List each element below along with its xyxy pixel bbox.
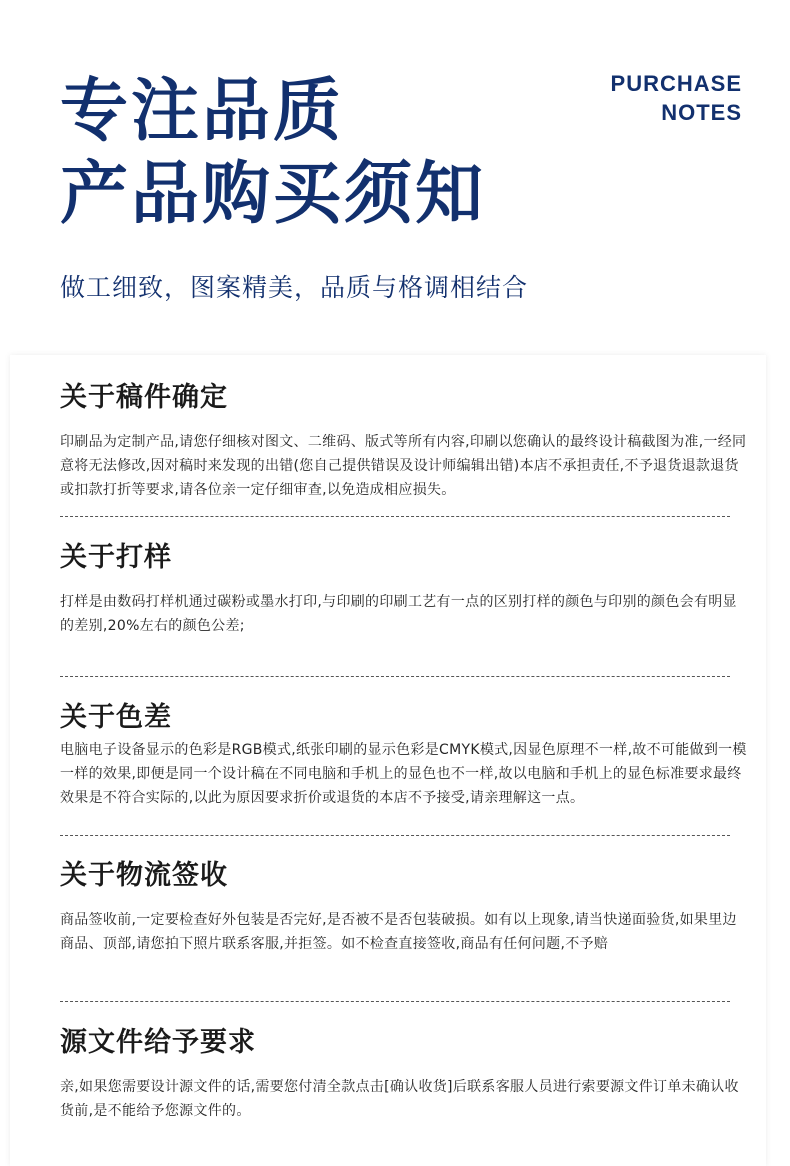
- page-title-line-2: 产品购买须知: [60, 155, 487, 234]
- section-divider: [60, 1001, 730, 1002]
- notes-card: [10, 355, 766, 1166]
- section-title: 关于稿件确定: [60, 382, 228, 413]
- section-title: 关于物流签收: [60, 860, 228, 891]
- section-manuscript: [60, 380, 750, 502]
- page-subtitle: 做工细致，图案精美，品质与格调相结合: [60, 273, 529, 302]
- section-logistics: [60, 858, 750, 956]
- page-title-line-1: 专注品质: [60, 72, 345, 151]
- section-title: 源文件给予要求: [60, 1027, 256, 1058]
- section-color-difference: [60, 700, 750, 810]
- section-body: 印刷品为定制产品,请您仔细核对图文、二维码、版式等所有内容,印刷以您确认的最终设计稿截图为准,一经同意将无法修改,因对稿时来发现的出错(您自己提供错误及设计师编辑出错)本店不承担责任,不予退货退款退货或扣款打折等要求,请各位亲一定仔细审查,以免造成相应损失。: [60, 434, 747, 498]
- header: [0, 0, 790, 355]
- section-divider: [60, 676, 730, 677]
- section-body: 电脑电子设备显示的色彩是RGB模式,纸张印刷的显示色彩是CMYK模式,因显色原理不一样,故不可能做到一模一样的效果,即便是同一个设计稿在不同电脑和手机上的显色也不一样,故以电脑和手机上的显色标准要求最终效果是不符合实际的,以此为原因要求折价或退货的本店不予接受,请亲理解这一点。: [60, 742, 747, 806]
- section-title: 关于色差: [60, 702, 172, 733]
- section-body: 亲,如果您需要设计源文件的话,需要您付清全款点击[确认收货]后联系客服人员进行索要源文件订单未确认收货前,是不能给予您源文件的。: [60, 1079, 739, 1119]
- english-tag-line-2: NOTES: [661, 100, 742, 125]
- section-body: 商品签收前,一定要检查好外包装是否完好,是否被不是否包装破损。如有以上现象,请当快递面验货,如果里边商品、顶部,请您拍下照片联系客服,并拒签。如不检查直接签收,商品有任何问题,不予赔: [60, 912, 737, 952]
- section-title: 关于打样: [60, 542, 172, 573]
- section-source-files: [60, 1025, 750, 1123]
- section-proofing: [60, 540, 750, 638]
- section-body: 打样是由数码打样机通过碳粉或墨水打印,与印刷的印刷工艺有一点的区别打样的颜色与印别的颜色会有明显的差别,20%左右的颜色公差;: [60, 594, 737, 634]
- section-divider: [60, 516, 730, 517]
- english-tag-line-1: PURCHASE: [610, 71, 742, 96]
- section-divider: [60, 835, 730, 836]
